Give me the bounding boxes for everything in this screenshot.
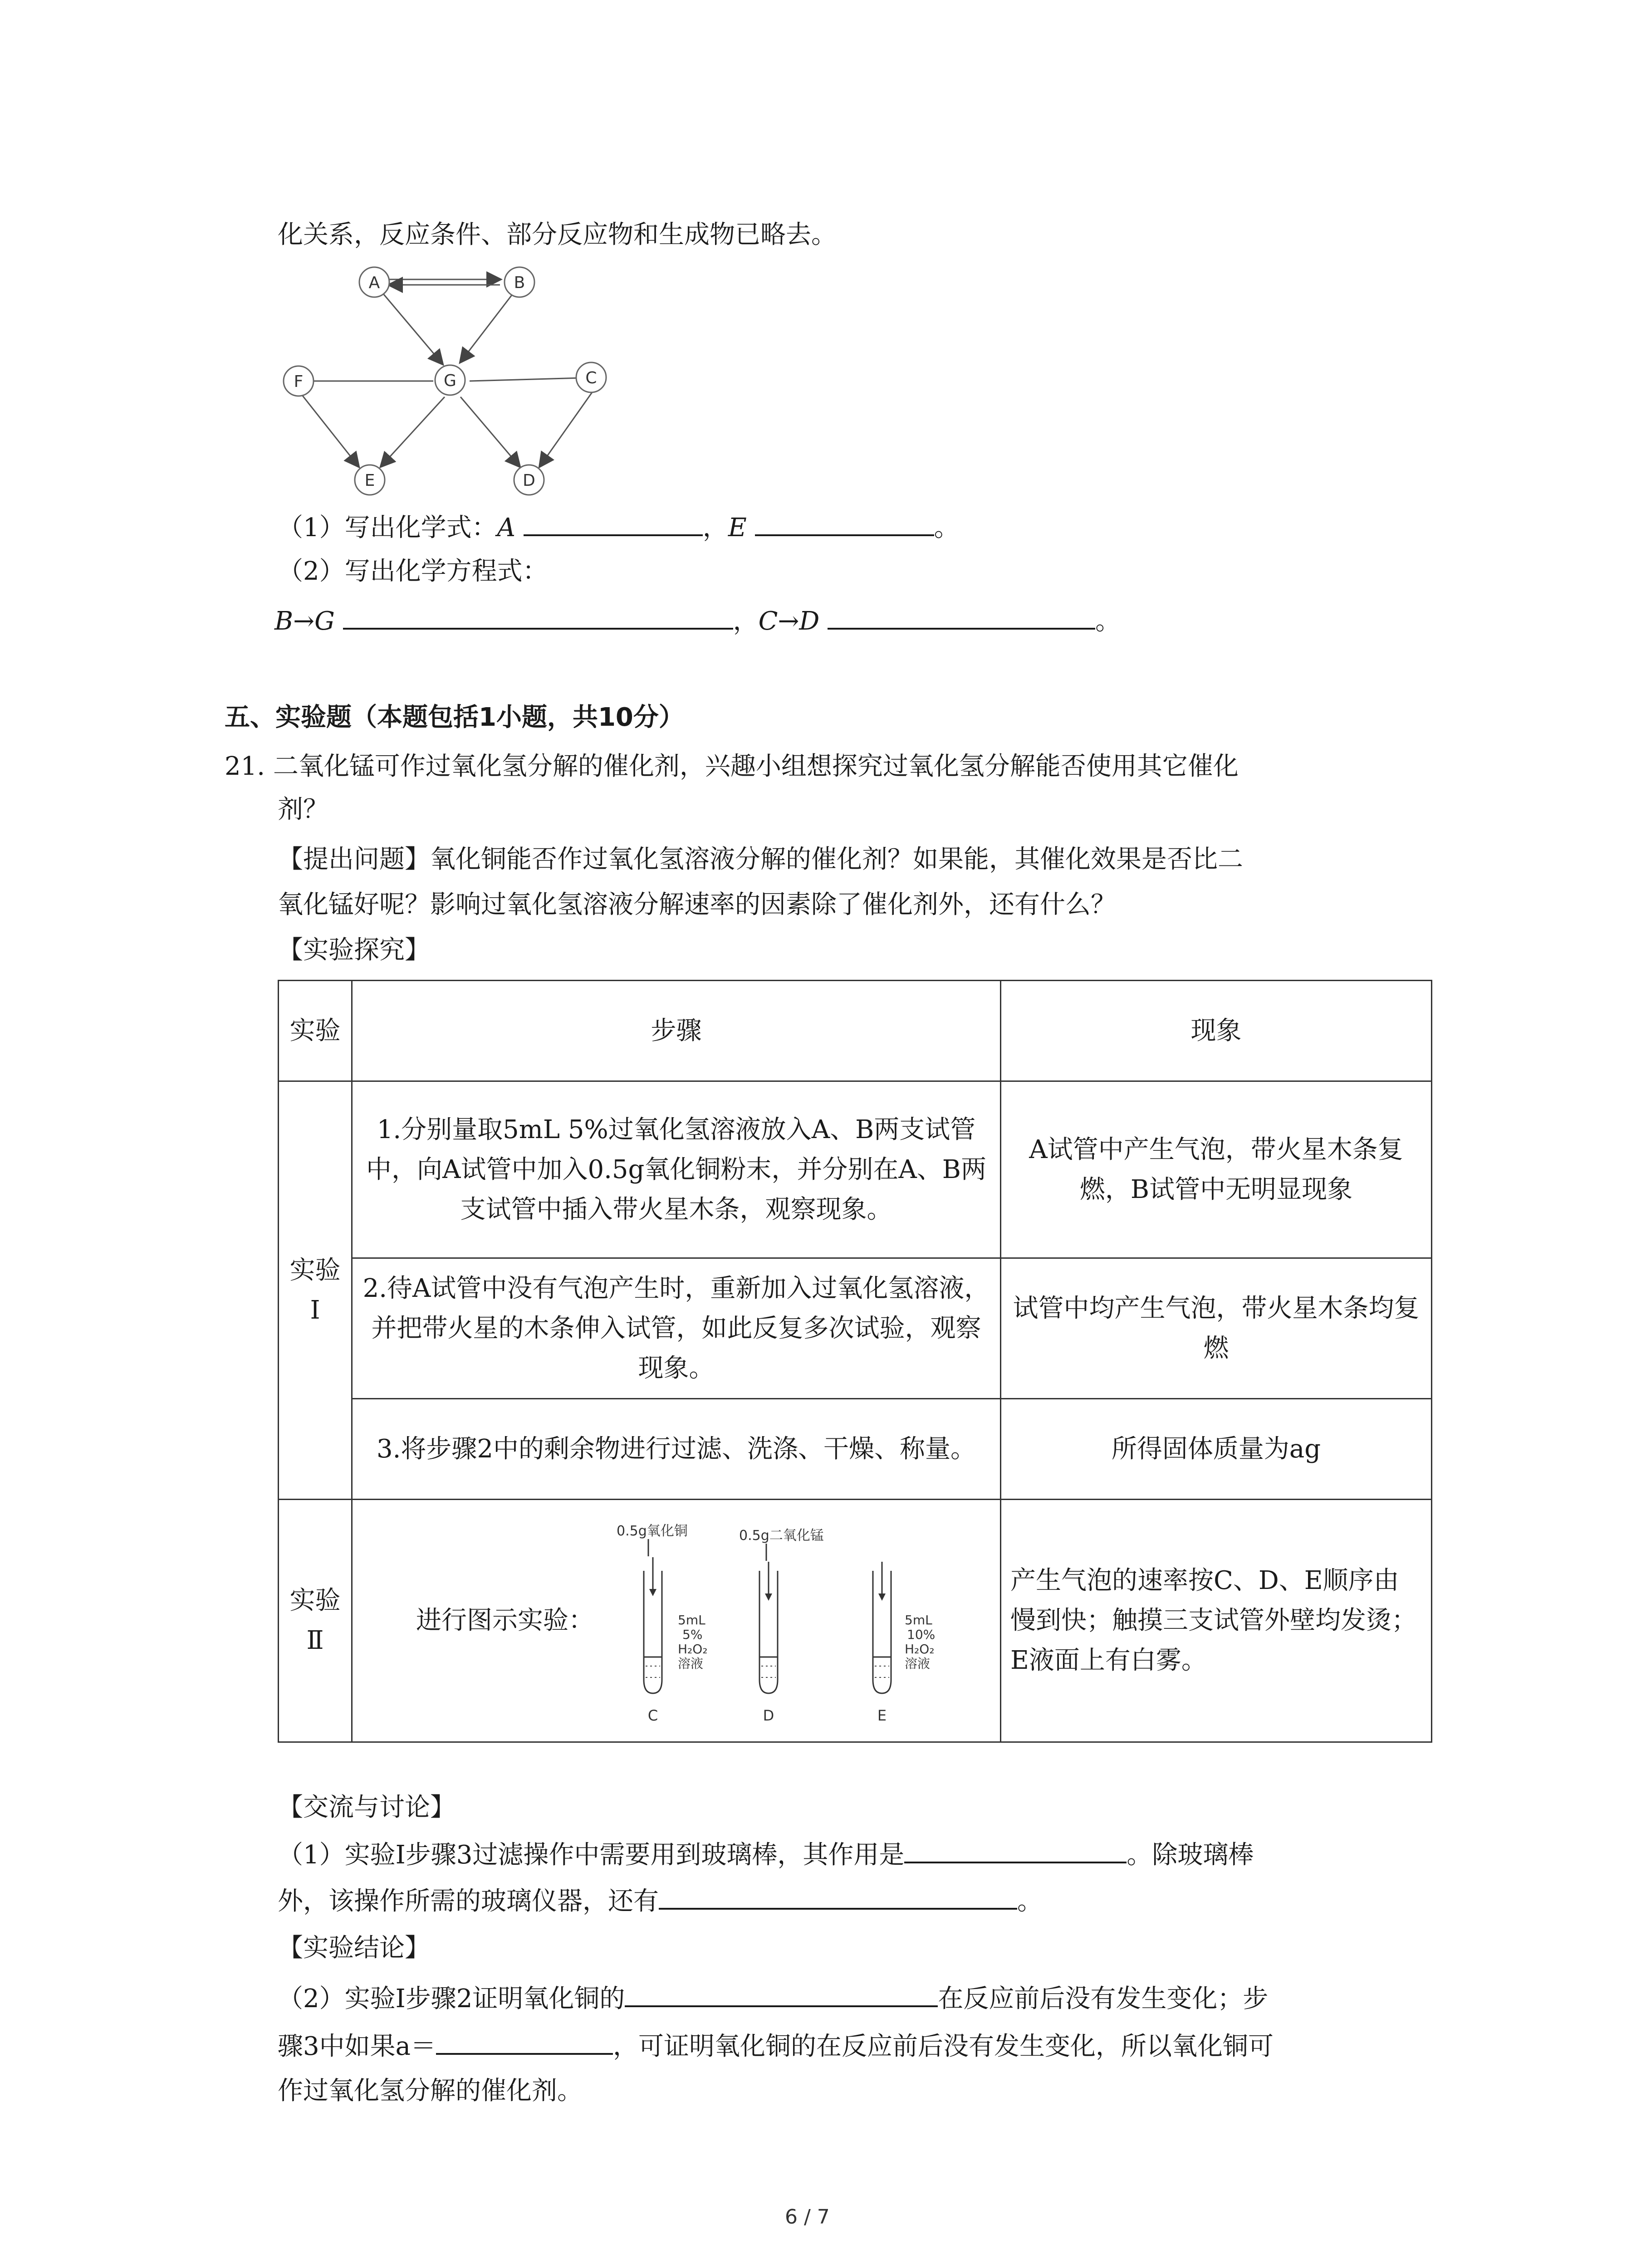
conclusion-title: 【实验结论】 [278, 1933, 430, 1963]
conclusion-q2-line1 [278, 1980, 1268, 2017]
edge-g-to-d [460, 397, 519, 466]
q20-p1-end: 。 [934, 513, 960, 543]
svg-text:H₂O₂: H₂O₂ [678, 1642, 708, 1657]
step2-cell: 2.待A试管中没有气泡产生时，重新加入过氧化氢溶液，并把带火星的木条伸入试管，如此反复多次试验，观察现象。 [352, 1258, 1001, 1399]
label-b-to-g: B→G [274, 606, 335, 636]
answer-blank-mass[interactable] [436, 2028, 613, 2055]
answer-blank-glassware[interactable] [659, 1882, 1017, 1910]
table-header-row [279, 981, 1432, 1081]
phen4-cell: 产生气泡的速率按C、D、E顺序由慢到快；触摸三支试管外壁均发烫；E液面上有白雾。 [1001, 1500, 1432, 1742]
q20-p2-comma: ， [733, 606, 759, 636]
q20-p1-e: E [728, 513, 747, 543]
conclusion-q2-line3: 作过氧化氢分解的催化剂。 [278, 2076, 583, 2106]
q20-p1-prefix: （1）写出化学式： [278, 513, 497, 543]
conclusion-q2-a: （2）实验Ⅰ步骤2证明氧化铜的 [278, 1984, 625, 2014]
q20-p1-comma: ， [702, 513, 728, 543]
drop-e [878, 1593, 886, 1601]
discuss-q1-a: （1）实验Ⅰ步骤3过滤操作中需要用到玻璃棒，其作用是 [278, 1840, 905, 1870]
q21-line2: 剂？ [278, 795, 328, 824]
header-phenomena: 现象 [1001, 981, 1432, 1081]
node-e-label: E [364, 471, 375, 490]
step1-cell: 1.分别量取5mL 5%过氧化氢溶液放入A、B两支试管中，向A试管中加入0.5g氧化铜粉末，并分别在A、B两支试管中插入带火星木条，观察现象。 [352, 1081, 1001, 1258]
edge-b-to-g [460, 294, 513, 362]
q20-p1-a: A [497, 513, 516, 543]
header-exp: 实验 [279, 981, 352, 1081]
node-f-label: F [294, 372, 304, 391]
tube-e-label: E [877, 1707, 887, 1724]
discuss-q1-c: 外，该操作所需的玻璃仪器，还有 [278, 1887, 659, 1916]
conclusion-q2-line2 [278, 2028, 1274, 2065]
answer-blank-e[interactable] [755, 509, 934, 536]
ask-line2: 氧化锰好呢？影响过氧化氢溶液分解速率的因素除了催化剂外，还有什么？ [278, 890, 1116, 919]
q20-part2-equations [274, 602, 1121, 640]
answer-blank-b-to-g[interactable] [343, 602, 733, 630]
tube-c-label: C [647, 1707, 658, 1724]
node-a-label: A [368, 274, 380, 292]
ask-line1: 【提出问题】氧化铜能否作过氧化氢溶液分解的催化剂？如果能，其催化效果是否比二 [278, 845, 1243, 874]
discuss-title: 【交流与讨论】 [278, 1793, 456, 1822]
discuss-q1-line2 [278, 1882, 1043, 1920]
svg-text:5mL: 5mL [905, 1613, 932, 1628]
edge-a-to-g [383, 294, 442, 364]
edge-f-to-e [302, 395, 358, 466]
q20-p2-end: 。 [1095, 606, 1121, 636]
section-heading: 五、实验题（本题包括1小题，共10分） [225, 703, 684, 732]
discuss-q1-line1 [278, 1836, 1254, 1873]
drop-d [765, 1593, 772, 1601]
table-row [279, 1258, 1432, 1399]
phen1-cell: A试管中产生气泡，带火星木条复燃，B试管中无明显现象 [1001, 1081, 1432, 1258]
header-steps: 步骤 [352, 981, 1001, 1081]
phen3-cell: 所得固体质量为ag [1001, 1399, 1432, 1500]
conclusion-q2-d: ，可证明氧化铜的在反应前后没有发生变化，所以氧化铜可 [613, 2032, 1274, 2061]
svg-text:H₂O₂: H₂O₂ [905, 1642, 935, 1657]
table-row [279, 1399, 1432, 1500]
edge-g-to-e [381, 397, 445, 466]
page-number: 6 / 7 [785, 2205, 830, 2229]
step3-cell: 3.将步骤2中的剩余物进行过滤、洗涤、干燥、称量。 [352, 1399, 1001, 1500]
node-b-label: B [514, 274, 525, 292]
svg-text:10%: 10% [907, 1627, 936, 1642]
q20-part2: （2）写出化学方程式： [278, 557, 548, 586]
node-c-label: C [585, 369, 597, 387]
svg-text:溶液: 溶液 [905, 1656, 931, 1671]
drop-c [649, 1589, 656, 1596]
exp1-label: 实验Ⅰ [279, 1081, 352, 1500]
q20-part1 [278, 509, 960, 546]
label-mno2: 0.5g二氧化锰 [739, 1528, 824, 1544]
answer-blank-glass-rod[interactable] [904, 1836, 1127, 1863]
svg-text:5mL: 5mL [678, 1613, 705, 1628]
edge-c-to-d [540, 392, 592, 466]
discuss-q1-d: 。 [1017, 1887, 1043, 1916]
node-d-label: D [523, 471, 535, 490]
node-g-label: G [444, 371, 456, 390]
label-c-to-d: C→D [758, 606, 820, 636]
transformation-diagram [272, 259, 626, 503]
tube-d-label: D [763, 1707, 774, 1724]
intro-line: 化关系，反应条件、部分反应物和生成物已略去。 [278, 220, 837, 249]
answer-blank-property[interactable] [625, 1980, 938, 2007]
discuss-q1-b: 。除玻璃棒 [1127, 1840, 1254, 1870]
table-row [279, 1081, 1432, 1258]
step4-cell [352, 1500, 1001, 1742]
label-cuo: 0.5g氧化铜 [617, 1523, 688, 1539]
edge-g-c [470, 378, 583, 381]
conclusion-q2-b: 在反应前后没有发生变化；步 [938, 1984, 1269, 2014]
step4-text: 进行图示实验： [416, 1606, 594, 1635]
answer-blank-c-to-d[interactable] [828, 602, 1095, 630]
table-row [279, 1500, 1432, 1742]
conclusion-q2-c: 骤3中如果a＝ [278, 2032, 436, 2061]
explore-title: 【实验探究】 [278, 935, 430, 965]
exp2-label: 实验Ⅱ [279, 1500, 352, 1742]
svg-text:溶液: 溶液 [678, 1656, 704, 1671]
test-tube-figure [607, 1507, 961, 1734]
q21-line1: 21. 二氧化锰可作过氧化氢分解的催化剂，兴趣小组想探究过氧化氢分解能否使用其它催化 [225, 752, 1239, 781]
experiment-table [278, 980, 1432, 1743]
phen2-cell: 试管中均产生气泡，带火星木条均复燃 [1001, 1258, 1432, 1399]
svg-text:5%: 5% [682, 1627, 703, 1642]
answer-blank-a[interactable] [524, 509, 703, 536]
